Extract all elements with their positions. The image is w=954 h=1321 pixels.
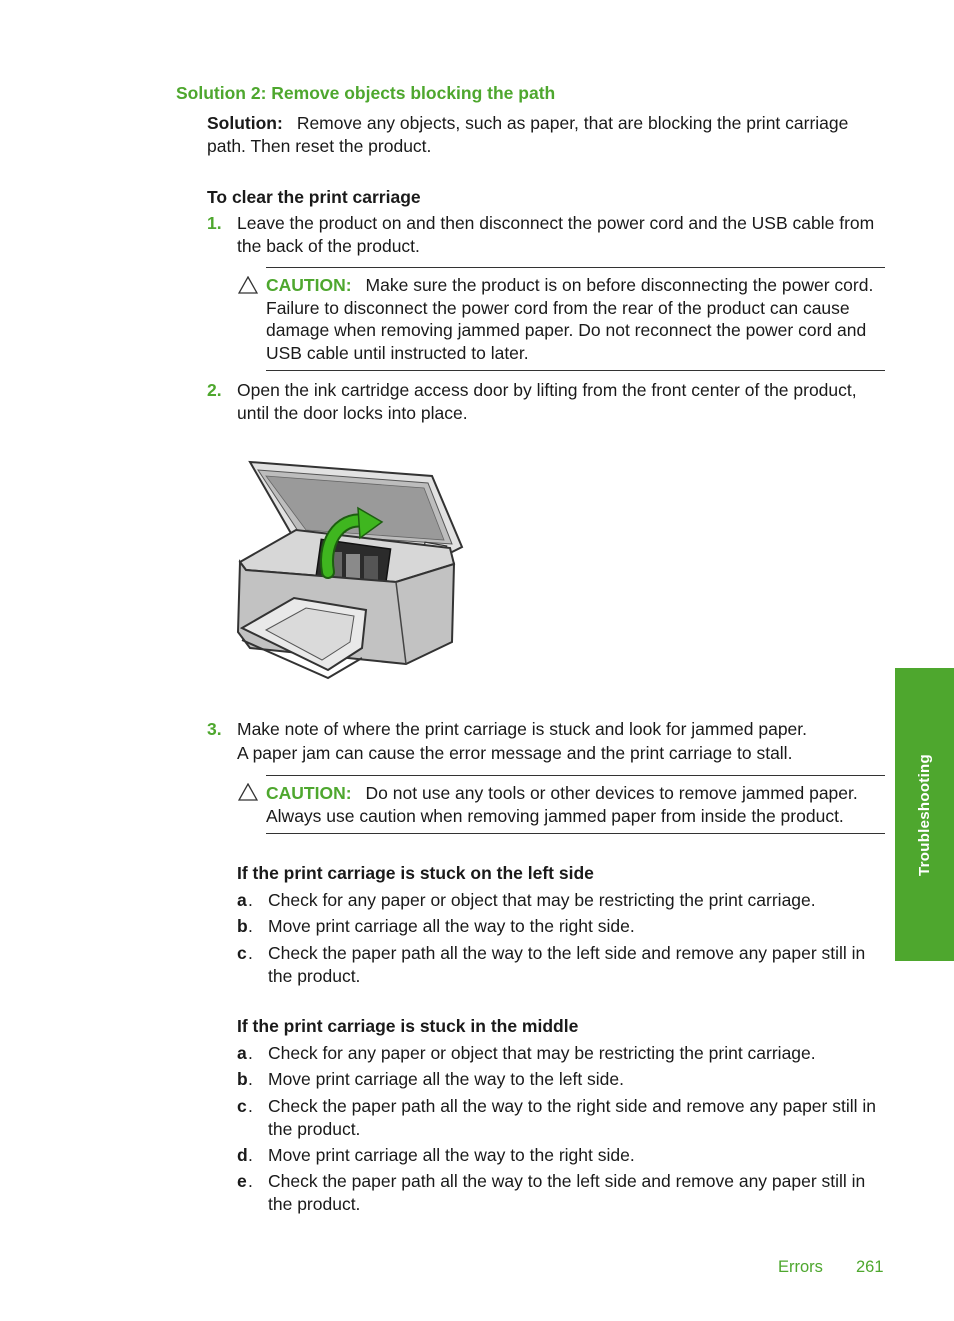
solution-heading: Solution 2: Remove objects blocking the path [176,83,556,103]
list-item [237,1095,887,1140]
step-text: Make note of where the print carriage is stuck and look for jammed paper. [237,719,808,739]
caution-box-1 [266,267,885,371]
list-text: Check the paper path all the way to the left side and remove any paper still in the product. [268,943,866,986]
list-item [237,889,887,912]
troubleshooting-side-tab [895,668,954,961]
step-text: Leave the product on and then disconnect the power cord and the USB cable from the back of the product. [237,213,875,256]
list-text: Check for any paper or object that may be restricting the print carriage. [268,1043,816,1063]
list-letter: a [237,890,247,910]
list-item [237,1042,887,1065]
list-letter: e [237,1171,247,1191]
step-2 [207,379,887,424]
solution-label: Solution: [207,113,283,133]
printer-open-lid-illustration [236,452,466,682]
list-letter: a [237,1043,247,1063]
step-1 [207,212,887,257]
caution-triangle-icon [238,783,258,801]
step-note: A paper jam can cause the error message and the print carriage to stall. [237,742,793,763]
list-letter: b [237,916,248,936]
list-item [237,942,887,987]
list-dot: . [248,916,253,936]
step-number: 3. [207,719,222,739]
step-number: 1. [207,213,222,233]
list-letter: c [237,943,247,963]
step-3 [207,718,887,764]
middle-heading: If the print carriage is stuck in the middle [237,1016,579,1036]
list-letter: d [237,1145,248,1165]
step-text: Open the ink cartridge access door by lifting from the front center of the product, until the door locks into place. [237,380,857,423]
footer-section-name: Errors [778,1258,823,1276]
list-letter: c [237,1096,247,1116]
list-dot: . [248,1096,253,1116]
list-text: Check the paper path all the way to the left side and remove any paper still in the product. [268,1171,866,1214]
solution-paragraph [207,112,887,157]
list-dot: . [248,1171,253,1191]
procedure-title: To clear the print carriage [207,187,421,207]
list-dot: . [248,1043,253,1063]
list-dot: . [248,890,253,910]
caution-label: CAUTION: [266,783,352,803]
list-dot: . [248,1069,253,1089]
caution-triangle-icon [238,276,258,294]
caution-text-block [266,268,885,364]
footer-page-number: 261 [856,1258,884,1276]
step-number: 2. [207,380,222,400]
list-item [237,1144,887,1167]
list-text: Move print carriage all the way to the right side. [268,1145,635,1165]
list-text: Move print carriage all the way to the left side. [268,1069,625,1089]
list-letter: b [237,1069,248,1089]
list-text: Move print carriage all the way to the right side. [268,916,635,936]
list-item [237,1170,887,1215]
list-text: Check the paper path all the way to the right side and remove any paper still in the product. [268,1096,876,1139]
list-text: Check for any paper or object that may be restricting the print carriage. [268,890,816,910]
left-side-heading: If the print carriage is stuck on the left side [237,863,594,883]
list-dot: . [248,943,253,963]
list-item [237,1068,887,1091]
solution-text: Remove any objects, such as paper, that are blocking the print carriage path. Then reset the product. [207,113,849,156]
caution-label: CAUTION: [266,275,352,295]
caution-text: Make sure the product is on before disconnecting the power cord. Failure to disconnect the power cord from the rear of the product can cause damage when removing jammed paper. Do not reconnect the power cord and USB cable until instructed to later. [266,275,874,363]
caution-box-2 [266,775,885,834]
caution-text-block [266,776,885,827]
list-dot: . [248,1145,253,1165]
caution-text: Do not use any tools or other devices to remove jammed paper. Always use caution when removing jammed paper from inside the product. [266,783,858,826]
list-item [237,915,887,938]
side-tab-label: Troubleshooting [915,753,933,876]
